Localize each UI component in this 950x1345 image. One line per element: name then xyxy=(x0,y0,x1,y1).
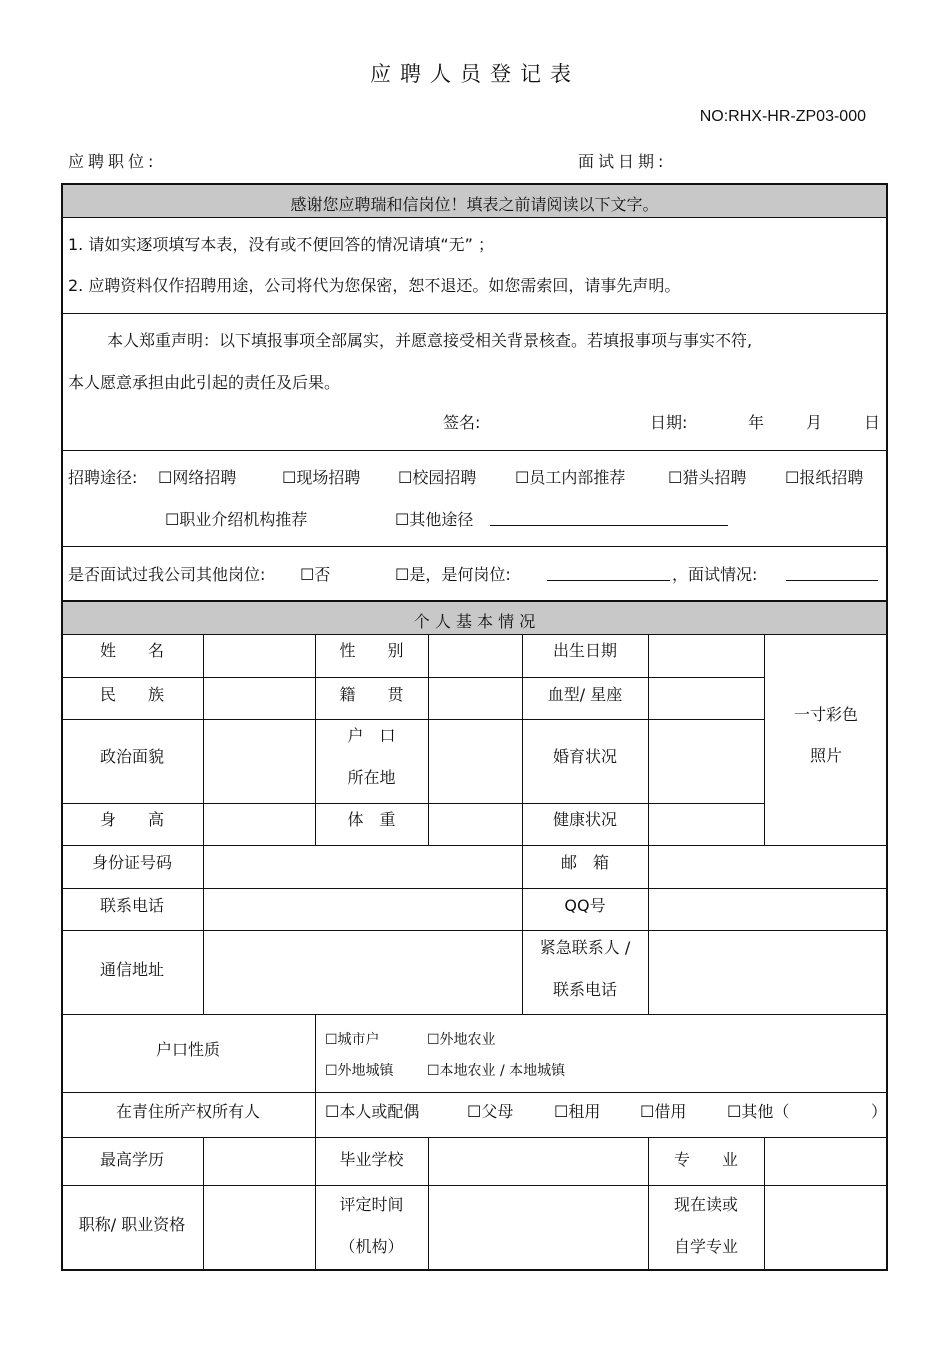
owner-borrow-checkbox[interactable]: ☐借用 xyxy=(640,1102,687,1121)
blood-type-label: 血型/ 星座 xyxy=(547,685,623,704)
prior-position-field[interactable] xyxy=(547,562,670,581)
health-status-label: 健康状况 xyxy=(552,810,617,829)
channel-label: 招聘途径: xyxy=(68,468,138,487)
document-number: NO:RHX-HR-ZP03-000 xyxy=(699,108,866,125)
owner-self-checkbox[interactable]: ☐本人或配偶 xyxy=(325,1102,420,1121)
gender-label: 性 别 xyxy=(339,641,404,660)
hukou-nonlocal-town-checkbox[interactable]: ☐外地城镇 xyxy=(325,1063,394,1079)
sign-date-label: 日期: xyxy=(650,413,688,432)
divider xyxy=(428,1137,429,1271)
emergency-contact-label: 联系电话 xyxy=(552,980,617,999)
school-label: 毕业学校 xyxy=(339,1150,404,1169)
declaration-line-2: 本人愿意承担由此引起的责任及后果。 xyxy=(68,373,341,392)
divider xyxy=(648,634,649,1015)
divider xyxy=(428,634,429,846)
prior-interview-no-checkbox[interactable]: ☐否 xyxy=(300,565,331,584)
divider xyxy=(61,217,888,218)
name-label: 姓 名 xyxy=(99,641,164,660)
hukou-type-label: 户口性质 xyxy=(155,1040,220,1059)
evaluation-time-label: 评定时间 xyxy=(339,1195,404,1214)
phone-label: 联系电话 xyxy=(99,896,164,915)
major-label: 专 业 xyxy=(673,1150,738,1169)
interview-date-label: 面试日期: xyxy=(578,152,668,171)
channel-headhunter-checkbox[interactable]: ☐猎头招聘 xyxy=(668,468,747,487)
channel-campus-checkbox[interactable]: ☐校园招聘 xyxy=(398,468,477,487)
divider xyxy=(61,600,888,602)
residence-owner-label: 在青住所产权所有人 xyxy=(115,1102,260,1121)
channel-newspaper-checkbox[interactable]: ☐报纸招聘 xyxy=(785,468,864,487)
emergency-contact-label: 紧急联系人 / xyxy=(539,938,631,957)
divider xyxy=(61,719,764,720)
declaration-line-1: 本人郑重声明：以下填报事项全部属实，并愿意接受相关背景核查。若填报事项与事实不符, xyxy=(107,331,753,350)
section-title: 个 人 基 本 情 况 xyxy=(413,612,536,631)
owner-other-checkbox[interactable]: ☐其他（ xyxy=(727,1102,790,1121)
position-label: 应聘职位: xyxy=(68,152,158,171)
hukou-location-label: 所在地 xyxy=(347,768,396,787)
channel-referral-checkbox[interactable]: ☐员工内部推荐 xyxy=(515,468,626,487)
divider xyxy=(61,677,764,678)
political-status-label: 政治面貌 xyxy=(99,747,164,766)
divider xyxy=(61,803,764,804)
owner-other-close: ） xyxy=(871,1102,888,1121)
id-number-label: 身份证号码 xyxy=(91,853,172,872)
channel-online-checkbox[interactable]: ☐网络招聘 xyxy=(158,468,237,487)
photo-placeholder-label: 一寸彩色 xyxy=(793,705,858,724)
divider xyxy=(61,313,888,314)
divider xyxy=(61,450,888,451)
divider xyxy=(315,1014,316,1271)
height-label: 身 高 xyxy=(99,810,164,829)
divider xyxy=(61,888,888,889)
birth-date-label: 出生日期 xyxy=(552,641,617,660)
notice-item-1: 1. 请如实逐项填写本表，没有或不便回答的情况请填“无” ； xyxy=(68,235,495,254)
channel-agency-checkbox[interactable]: ☐职业介绍机构推荐 xyxy=(165,510,308,529)
month-label: 月 xyxy=(806,413,823,432)
education-label: 最高学历 xyxy=(99,1150,164,1169)
channel-other-checkbox[interactable]: ☐其他途径 xyxy=(395,510,474,529)
marital-status-label: 婚育状况 xyxy=(552,747,617,766)
divider xyxy=(203,634,204,1015)
owner-parents-checkbox[interactable]: ☐父母 xyxy=(467,1102,514,1121)
divider xyxy=(203,1137,204,1271)
email-label: 邮 箱 xyxy=(560,853,609,872)
notice-item-2: 2. 应聘资料仅作招聘用途，公司将代为您保密，恕不退还。如您需索回，请事先声明。 xyxy=(68,276,681,295)
address-label: 通信地址 xyxy=(99,960,164,979)
qq-label: QQ号 xyxy=(564,896,606,915)
channel-other-field[interactable] xyxy=(490,507,728,526)
hukou-local-checkbox[interactable]: ☐本地农业 / 本地城镇 xyxy=(427,1063,566,1079)
ethnicity-label: 民 族 xyxy=(99,685,164,704)
channel-onsite-checkbox[interactable]: ☐现场招聘 xyxy=(282,468,361,487)
current-study-label: 自学专业 xyxy=(673,1237,738,1256)
divider xyxy=(61,1014,888,1015)
hukou-location-label: 户 口 xyxy=(347,726,396,745)
divider xyxy=(764,1137,765,1271)
interview-result-field[interactable] xyxy=(786,562,878,581)
hukou-city-checkbox[interactable]: ☐城市户 xyxy=(325,1032,380,1048)
weight-label: 体 重 xyxy=(347,810,396,829)
divider xyxy=(61,1092,888,1093)
interview-result-label: ，面试情况: xyxy=(672,565,758,584)
year-label: 年 xyxy=(748,413,765,432)
signature-label: 签名: xyxy=(443,413,481,432)
hukou-nonlocal-rural-checkbox[interactable]: ☐外地农业 xyxy=(427,1032,496,1048)
divider xyxy=(764,634,765,846)
title-qualification-label: 职称/ 职业资格 xyxy=(78,1215,186,1234)
photo-placeholder-label: 照片 xyxy=(809,746,842,765)
form-title: 应聘人员登记表 xyxy=(370,62,580,86)
owner-rent-checkbox[interactable]: ☐租用 xyxy=(554,1102,601,1121)
prior-interview-question: 是否面试过我公司其他岗位: xyxy=(68,565,266,584)
current-study-label: 现在读或 xyxy=(673,1195,738,1214)
notice-banner-text: 感谢您应聘瑞和信岗位！填表之前请阅读以下文字。 xyxy=(290,195,659,214)
prior-interview-yes-checkbox[interactable]: ☐是，是何岗位: xyxy=(395,565,511,584)
native-place-label: 籍 贯 xyxy=(339,685,404,704)
day-label: 日 xyxy=(864,413,881,432)
divider xyxy=(61,546,888,547)
evaluation-org-label: （机构） xyxy=(339,1237,404,1256)
divider xyxy=(61,930,888,931)
